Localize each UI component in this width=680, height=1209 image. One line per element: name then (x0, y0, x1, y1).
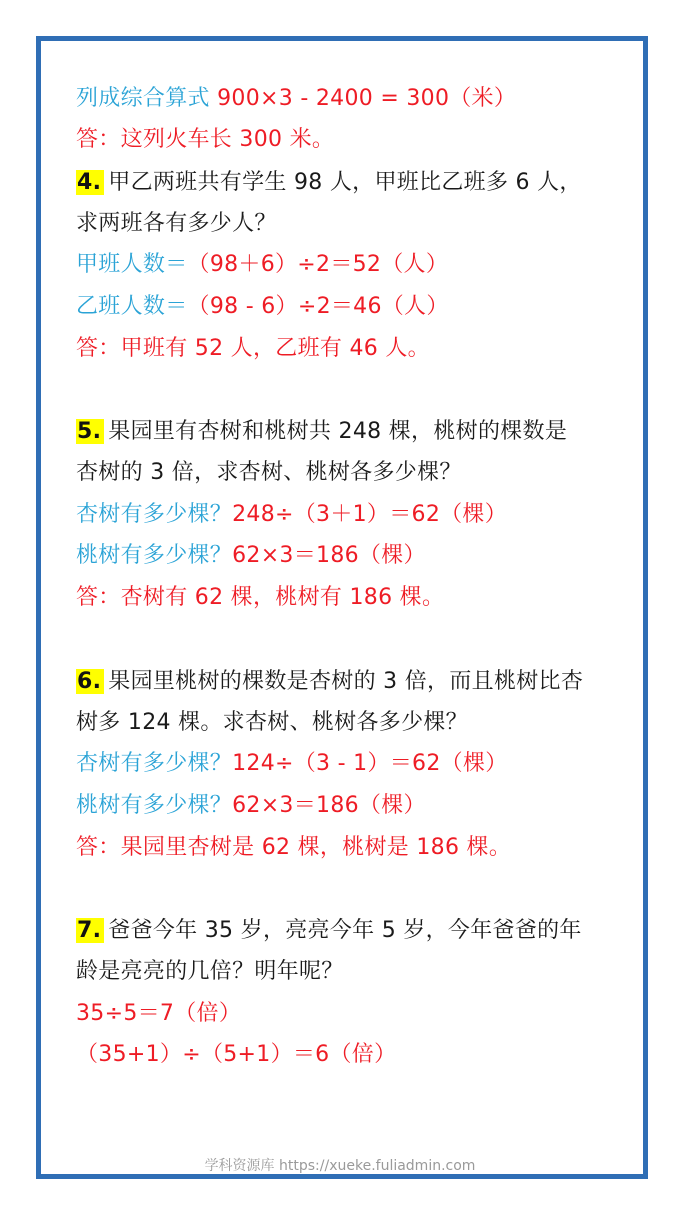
solution-step (76, 791, 426, 821)
step-label: 杏树有多少棵？ (76, 502, 233, 527)
step-value: 124÷（3 - 1）＝62（棵） (232, 751, 508, 776)
formula-line (76, 84, 516, 114)
question-text-cont: 求两班各有多少人？ (76, 211, 277, 236)
answer-line: 答：这列火车长 300 米。 (76, 127, 335, 152)
step-label: 桃树有多少棵？ (76, 793, 233, 818)
question-text: 果园里有杏树和桃树共 248 棵，桃树的棵数是 (108, 419, 568, 444)
problem-5-question (76, 417, 567, 447)
question-text: 爸爸今年 35 岁，亮亮今年 5 岁，今年爸爸的年 (108, 918, 582, 943)
solution-step (76, 541, 426, 571)
solution-step (76, 500, 507, 530)
watermark-footer: 学科资源库 https://xueke.fuliadmin.com (204, 1158, 476, 1174)
problem-number: 7. (76, 918, 104, 943)
formula-label: 列成综合算式 (76, 86, 210, 111)
step-label: 乙班人数＝ (76, 294, 188, 319)
solution-step: 35÷5＝7（倍） (76, 1001, 242, 1026)
step-value: 248÷（3＋1）＝62（棵） (232, 502, 508, 527)
problem-number: 4. (76, 170, 104, 195)
question-text-cont: 杏树的 3 倍，求杏树、桃树各多少棵？ (76, 460, 462, 485)
step-label: 甲班人数＝ (76, 252, 188, 277)
step-value: （98＋6）÷2＝52（人） (187, 252, 449, 277)
formula-value: 900×3 - 2400 = 300（米） (217, 86, 517, 111)
question-text-cont: 龄是亮亮的几倍？明年呢？ (76, 959, 344, 984)
question-text: 果园里桃树的棵数是杏树的 3 倍，而且桃树比杏 (108, 669, 584, 694)
problem-number: 5. (76, 419, 104, 444)
question-text-cont: 树多 124 棵。求杏树、桃树各多少棵？ (76, 710, 468, 735)
step-value: 62×3＝186（棵） (232, 543, 426, 568)
answer-line: 答：杏树有 62 棵，桃树有 186 棵。 (76, 585, 445, 610)
solution-step: （35+1）÷（5+1）＝6（倍） (76, 1042, 397, 1067)
step-value: （98 - 6）÷2＝46（人） (187, 294, 449, 319)
problem-6-question (76, 667, 583, 697)
solution-step (76, 292, 449, 322)
problem-7-question (76, 916, 582, 946)
solution-step (76, 749, 508, 779)
solution-step (76, 250, 448, 280)
problem-4-question (76, 168, 582, 198)
answer-line: 答：果园里杏树是 62 棵，桃树是 186 棵。 (76, 835, 512, 860)
problem-number: 6. (76, 669, 104, 694)
step-label: 杏树有多少棵？ (76, 751, 233, 776)
question-text: 甲乙两班共有学生 98 人，甲班比乙班多 6 人， (108, 170, 582, 195)
step-label: 桃树有多少棵？ (76, 543, 233, 568)
answer-line: 答：甲班有 52 人，乙班有 46 人。 (76, 336, 430, 361)
step-value: 62×3＝186（棵） (232, 793, 426, 818)
